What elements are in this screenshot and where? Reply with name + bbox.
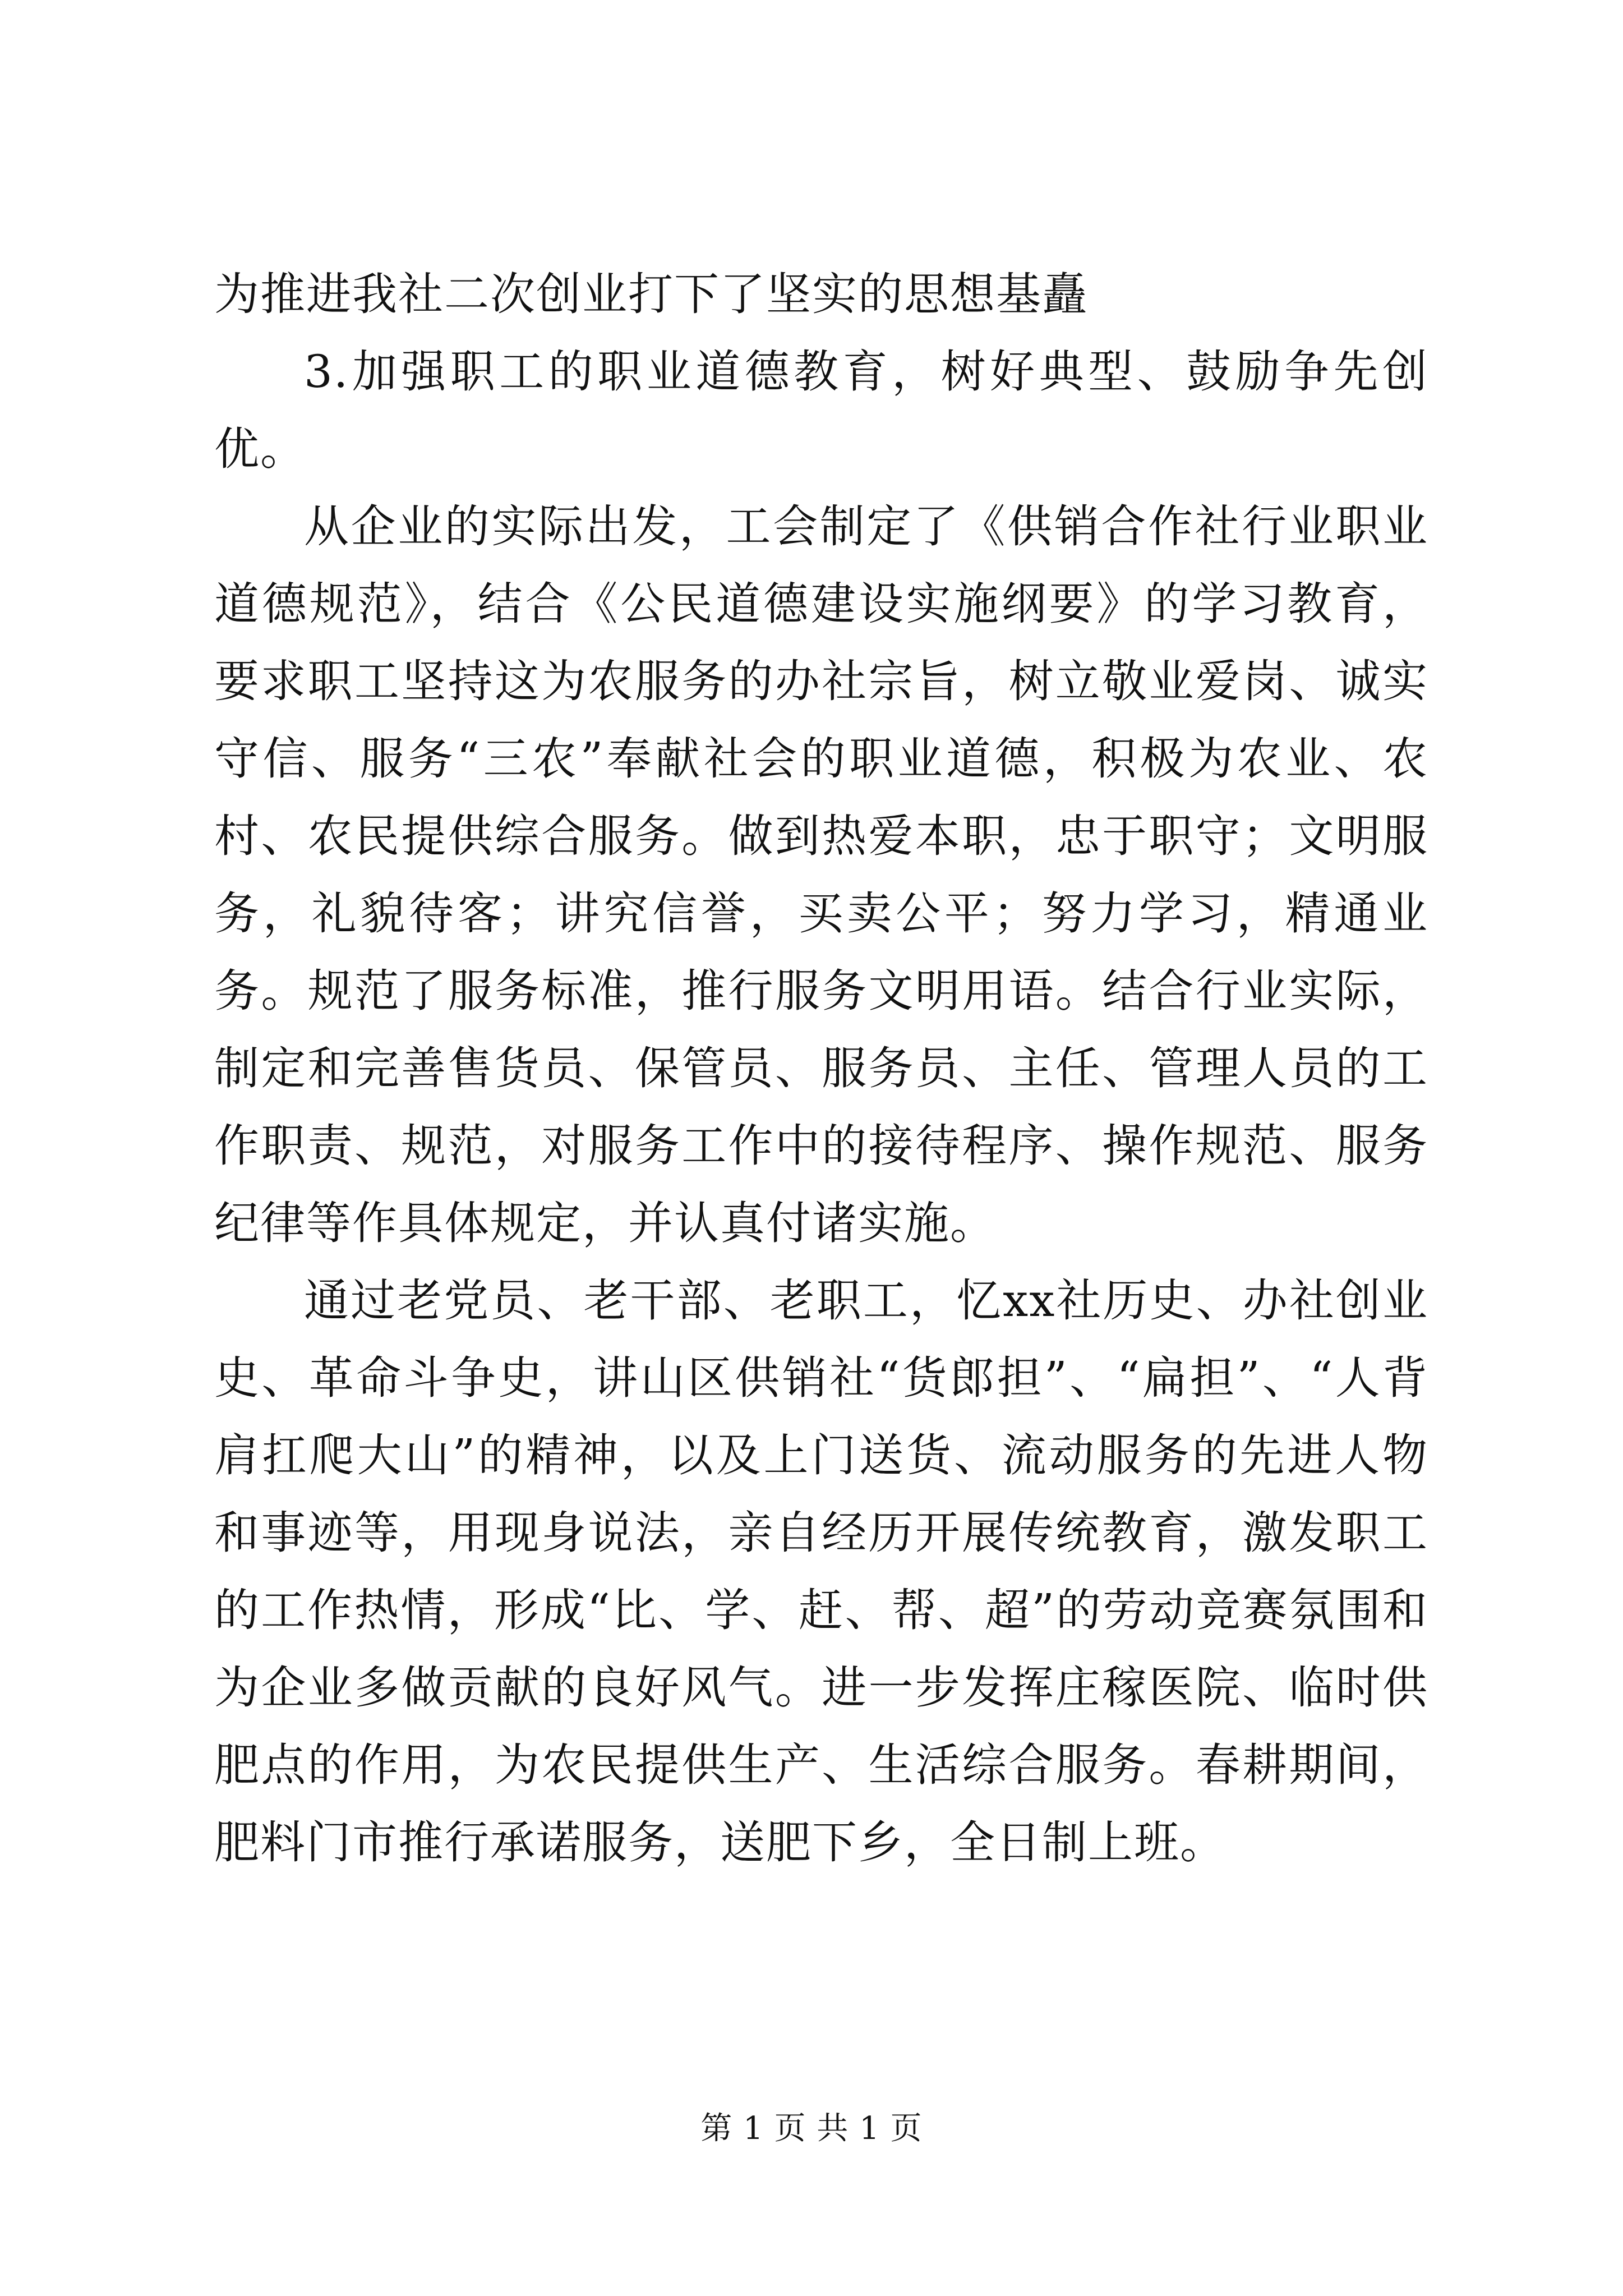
- section-heading: 3.加强职工的职业道德教育，树好典型、鼓励争先创优。: [214, 346, 1428, 475]
- document-body: [214, 256, 1428, 1881]
- paragraph-tradition-education: 通过老党员、老干部、老职工，忆xx社历史、办社创业史、革命斗争史，讲山区供销社“货郎担”、“扁担”、“人背肩扛爬大山”的精神，以及上门送货、流动服务的先进人物和事迹等，用现身说法，亲自经历开展传统教育，激发职工的工作热情，形成“比、学、赶、帮、超”的劳动竞赛氛围和为企业多做贡献的良好风气。进一步发挥庄稼医院、临时供肥点的作用，为农民提供生产、生活综合服务。春耕期间，肥料门市推行承诺服务，送肥下乡，全日制上班。: [214, 1274, 1428, 1869]
- paragraph-continuation: 为推进我社二次创业打下了坚实的思想基矗: [214, 268, 1088, 320]
- paragraph-ethics-code: 从企业的实际出发，工会制定了《供销合作社行业职业道德规范》，结合《公民道德建设实施纲要》的学习教育，要求职工坚持这为农服务的办社宗旨，树立敬业爱岗、诚实守信、服务“三农”奉献社会的职业道德，积极为农业、农村、农民提供综合服务。做到热爱本职，忠于职守；文明服务，礼貌待客；讲究信誉，买卖公平；努力学习，精通业务。规范了服务标准，推行服务文明用语。结合行业实际，制定和完善售货员、保管员、服务员、主任、管理人员的工作职责、规范，对服务工作中的接待程序、操作规范、服务纪律等作具体规定，并认真付诸实施。: [214, 500, 1428, 1249]
- page-footer: 第 1 页 共 1 页: [700, 2110, 923, 2147]
